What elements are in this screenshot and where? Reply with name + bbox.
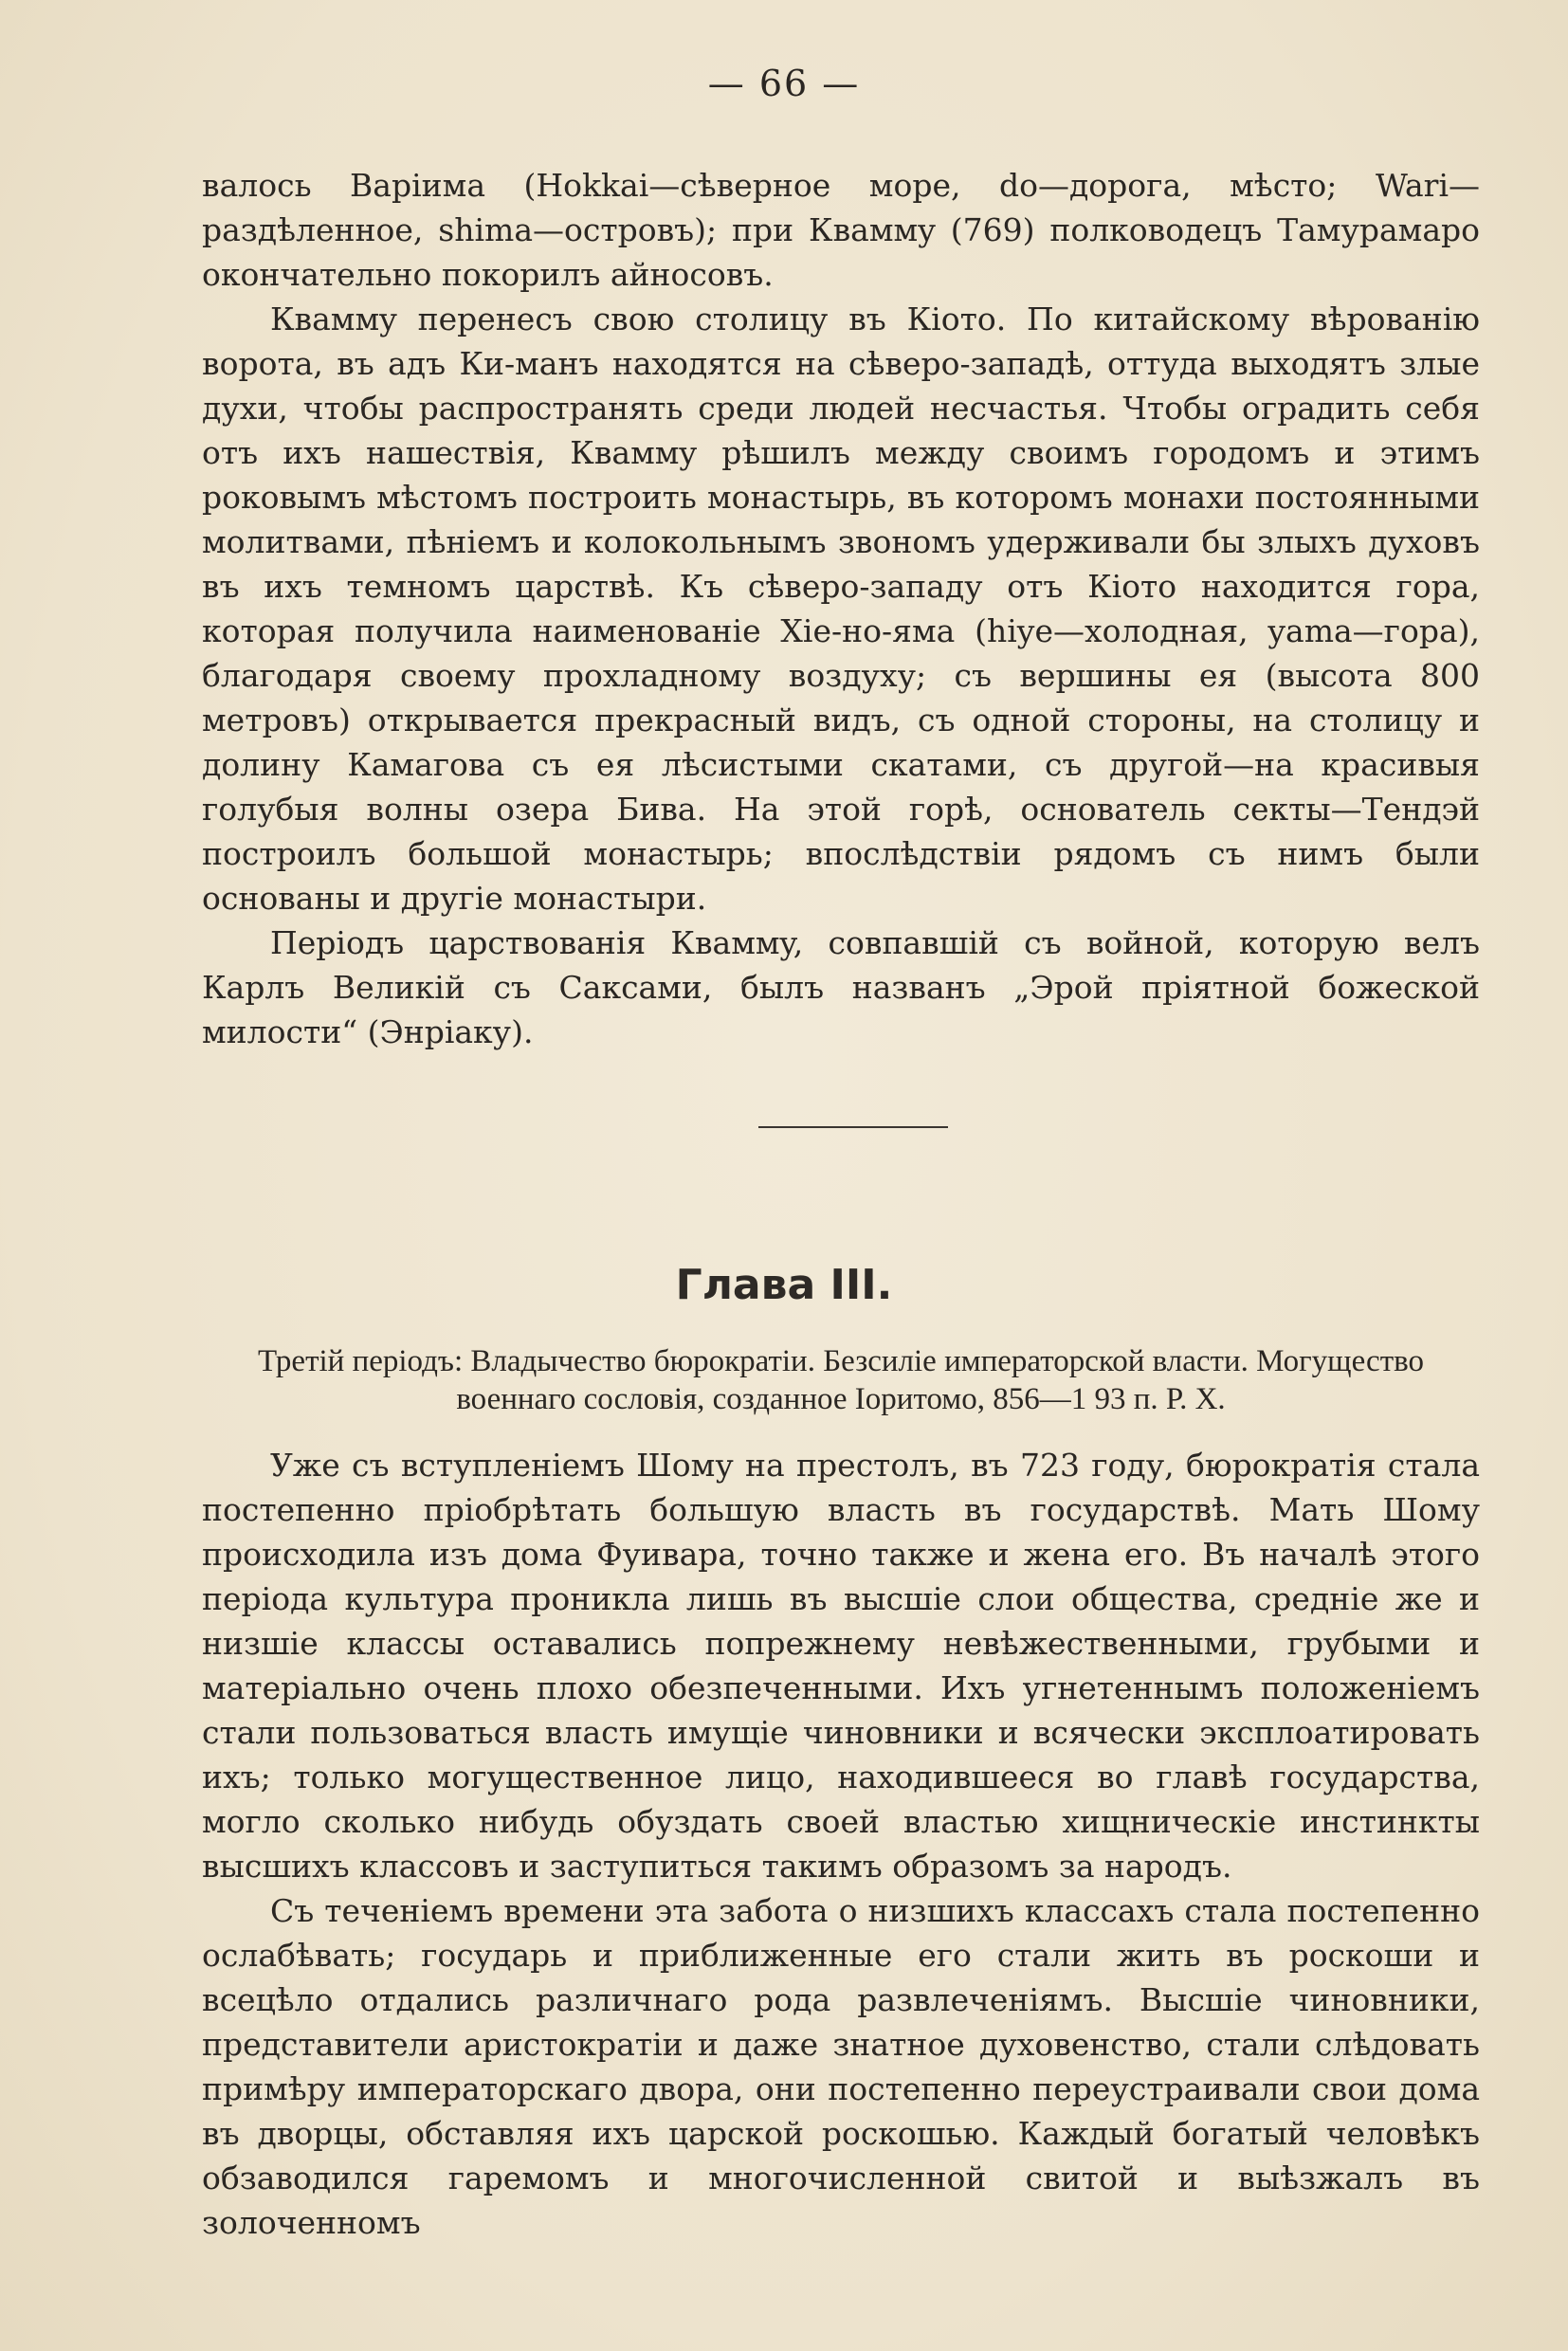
paragraph: Съ теченiемъ времени эта забота о низшихъ классахъ стала постепенно ослабѣвать; государь и приближенные его стали жить въ роскоши и всецѣло отдались различнаго рода развлеченiямъ. Высшiе чиновники, представители аристократiи и даже знатное духовенство, стали слѣдовать примѣру императорскаго двора, они постепенно переустраивали свои дома въ дворцы, обставляя ихъ царской роскошью. Каждый богатый человѣкъ обзаводился гаремомъ и многочисленной свитой и выѣзжалъ въ золоченномъ xyxy=(202,1892,1480,2241)
section-divider xyxy=(758,1126,948,1128)
paragraph-continuation: валось Варiима (Hokkai—сѣверное море, do—дорога, мѣсто; Wari—раздѣленное, shima—островъ); при Кваммy (769) полководецъ Тамурамаро окончательно покорилъ айносовъ. xyxy=(202,167,1480,293)
chapter-title: Глава III. xyxy=(675,1261,893,1309)
text-section-1 xyxy=(202,163,1480,1054)
paragraph: Уже съ вступленiемъ Шому на престолъ, въ 723 году, бюрократiя стала постепенно прiобрѣтать большую власть въ государствѣ. Мать Шому происходила изъ дома Фуивара, точно также и жена его. Въ началѣ этого перiода культура проникла лишь въ высшiе слои общества, средніе же и низшiе классы оставались попрежнему невѣжественными, грубыми и матерiально очень плохо обезпеченными. Ихъ угнетеннымъ положенiемъ стали пользоваться власть имущiе чиновники и всячески эксплоатировать ихъ; только могущественное лицо, находившееся во главѣ государства, могло сколько нибудь обуздать своей властью хищническiе инстинкты высшихъ классовъ и заступиться такимъ образомъ за народъ. xyxy=(202,1447,1480,1885)
page-number: — 66 — xyxy=(707,63,861,104)
text-section-2 xyxy=(202,1443,1480,2245)
paragraph: Перiодъ царствованiя Кваммy, совпавшiй съ войной, которую велъ Карлъ Великiй съ Саксами, былъ названъ „Эрой прiятной божеской милости“ (Энрiаку). xyxy=(202,924,1480,1050)
paragraph: Кваммy перенесъ свою столицу въ Кiото. По китайскому вѣрованiю ворота, въ адъ Ки-манъ находятся на сѣверо-западѣ, оттуда выходятъ злые духи, чтобы распространять среди людей несчастья. Чтобы оградить себя отъ ихъ нашествiя, Кваммy рѣшилъ между своимъ городомъ и этимъ роковымъ мѣстомъ построить монастырь, въ которомъ монахи постоянными молитвами, пѣнiемъ и колокольнымъ звономъ удерживали бы злыхъ духовъ въ ихъ темномъ царствѣ. Къ сѣверо-западу отъ Кiото находится гора, которая получила наименованiе Хiе-но-яма (hiye—холодная, yama—гора), благодаря своему прохладному воздуху; съ вершины ея (высота 800 метровъ) открывается прекрасный видъ, съ одной стороны, на столицу и долину Камагова съ ея лѣсистыми скатами, съ другой—на красивыя голубыя волны озера Бива. На этой горѣ, основатель секты—Тендэй построилъ большой монастырь; впослѣдствiи рядомъ съ нимъ были основаны и другiе монастыри. xyxy=(202,301,1480,917)
chapter-subtitle: Третiй перiодъ: Владычество бюрократiи. Безсилiе императорской власти. Могущество военнаго сословiя, созданное Іоритомо, 856—1 93 п. Р. Х. xyxy=(258,1344,1424,1416)
